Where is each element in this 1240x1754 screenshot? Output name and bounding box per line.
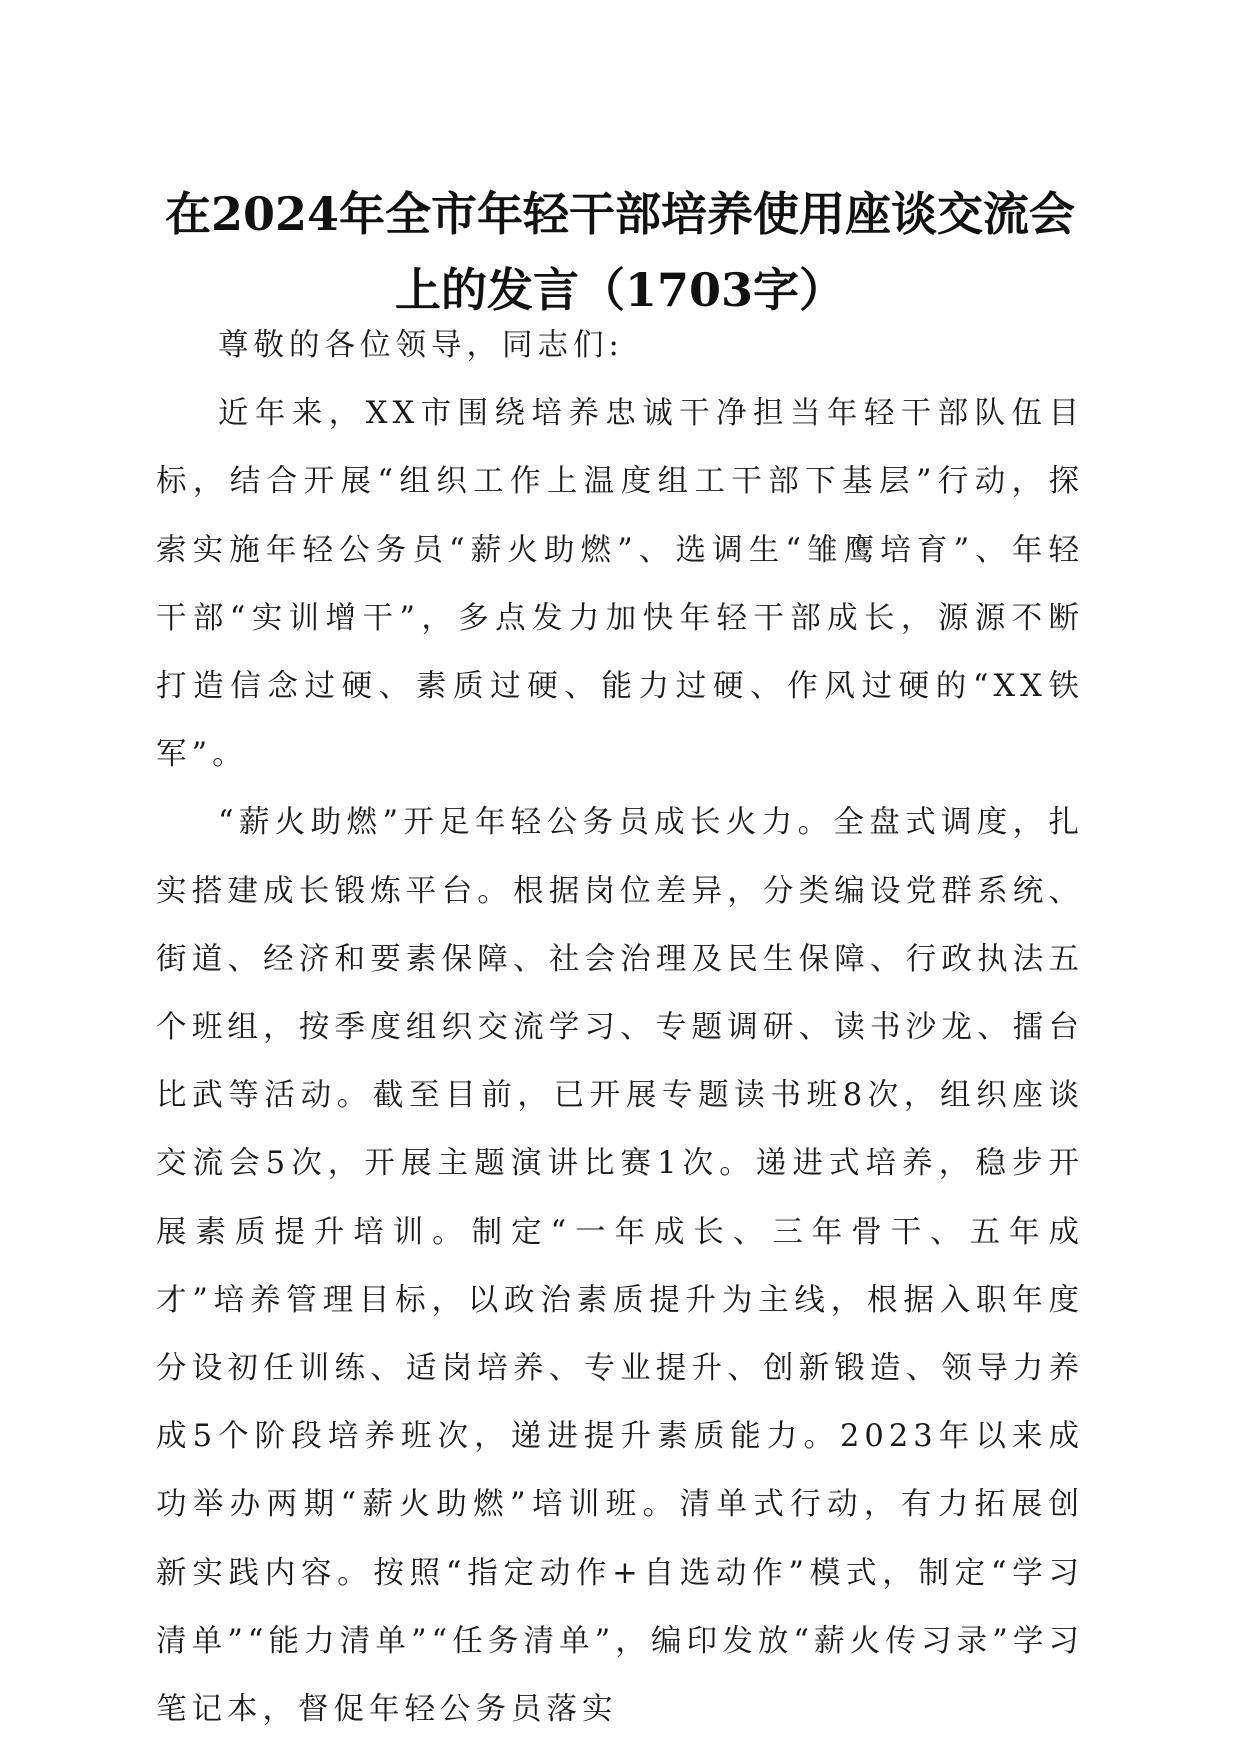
title-line-2: 上的发言（1703字） (394, 263, 846, 317)
title-line-1: 在2024年全市年轻干部培养使用座谈交流会 (164, 187, 1076, 241)
document-body (156, 312, 1084, 1744)
paragraph-xinhuo: “薪火助燃”开足年轻公务员成长火力。全盘式调度，扎实搭建成长锻炼平台。根据岗位差异，分类编设党群系统、街道、经济和要素保障、社会治理及民生保障、行政执法五个班组，按季度组织交流学习、专题调研、读书沙龙、擂台比武等活动。截至目前，已开展专题读书班8次，组织座谈交流会5次，开展主题演讲比赛1次。递进式培养，稳步开展素质提升培训。制定“一年成长、三年骨干、五年成才”培养管理目标，以政治素质提升为主线，根据入职年度分设初任训练、适岗培养、专业提升、创新锻造、领导力养成5个阶段培养班次，递进提升素质能力。2023年以来成功举办两期“薪火助燃”培训班。清单式行动，有力拓展创新实践内容。按照“指定动作+自选动作”模式，制定“学习清单”“能力清单”“任务清单”，编印发放“薪火传习录”学习笔记本，督促年轻公务员落实 (156, 805, 1084, 1728)
salutation: 尊敬的各位领导，同志们: (218, 328, 624, 363)
document-title (110, 176, 1130, 328)
paragraph-intro: 近年来，XX市围绕培养忠诚干净担当年轻干部队伍目标，结合开展“组织工作上温度组工干部下基层”行动，探索实施年轻公务员“薪火助燃”、选调生“雏鹰培育”、年轻干部“实训增干”，多点发力加快年轻干部成长，源源不断打造信念过硬、素质过硬、能力过硬、作风过硬的“XX铁军”。 (156, 396, 1084, 773)
